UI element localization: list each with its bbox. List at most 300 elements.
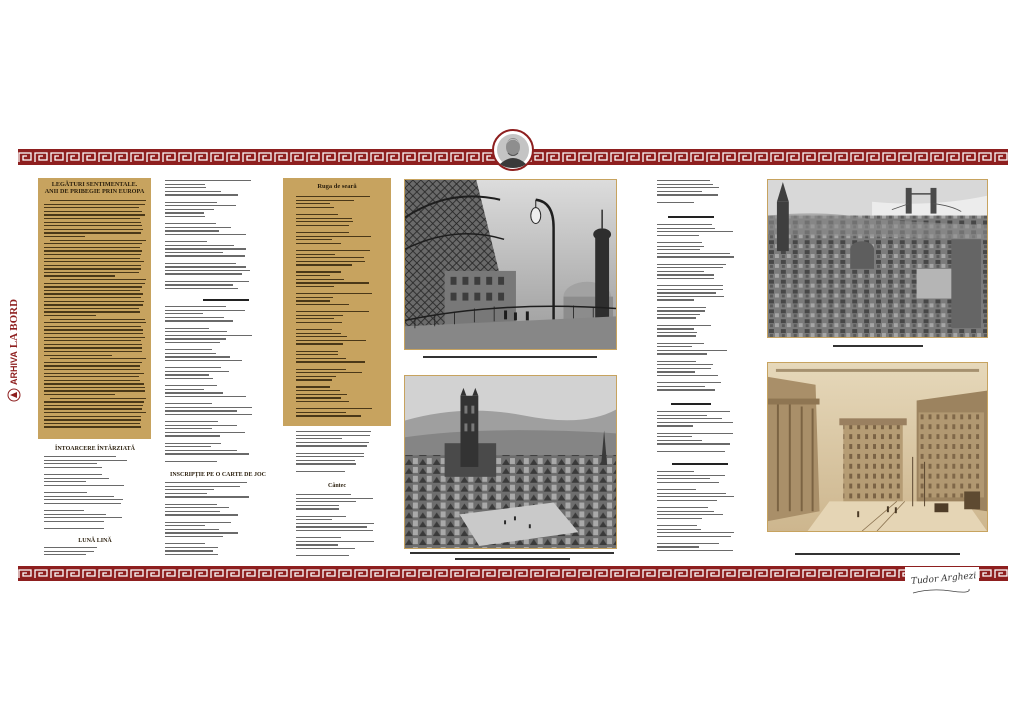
text-line [165, 407, 252, 408]
text-line [165, 443, 221, 444]
text-line [657, 475, 725, 476]
text-line [165, 428, 212, 429]
text-line [165, 547, 218, 548]
text-line [165, 252, 223, 253]
text-line [165, 356, 230, 357]
text-line [296, 282, 369, 283]
text-line [44, 268, 141, 269]
poem-text [165, 306, 265, 466]
text-line [44, 416, 141, 417]
text-line [296, 494, 351, 495]
text-line [296, 243, 341, 244]
text-line [44, 355, 112, 356]
text-line [165, 245, 234, 246]
text-line [165, 202, 217, 203]
text-line [44, 254, 141, 255]
text-line [296, 304, 349, 305]
text-line [165, 496, 249, 497]
text-line [44, 551, 94, 552]
text-line [165, 421, 218, 422]
text-line [296, 460, 355, 461]
text-line [44, 304, 143, 305]
text-line [296, 322, 342, 323]
text-line [44, 387, 145, 388]
text-line [296, 236, 371, 237]
text-line [165, 360, 242, 361]
text-line [657, 289, 723, 290]
text-line [657, 422, 733, 423]
text-line [296, 379, 332, 380]
rome-postcard [767, 362, 988, 532]
text-line [165, 389, 204, 390]
text-line [657, 191, 702, 192]
text-line [165, 317, 224, 318]
text-line [296, 196, 370, 197]
text-line [165, 514, 238, 515]
text-line [165, 489, 214, 490]
text-line [657, 325, 711, 326]
text-line [44, 380, 140, 381]
crest-icon [7, 388, 21, 402]
text-line [296, 203, 330, 204]
text-line [165, 450, 237, 451]
text-line [44, 456, 116, 457]
text-line [44, 293, 143, 294]
text-line [44, 547, 97, 548]
text-line [657, 514, 723, 515]
text-line [296, 264, 352, 265]
intro-text [44, 200, 146, 433]
text-line [296, 541, 374, 542]
text-line [657, 525, 697, 526]
text-line [44, 218, 140, 219]
text-line [657, 249, 700, 250]
text-line [657, 511, 714, 512]
text-line [44, 322, 146, 323]
text-line [657, 411, 730, 412]
text-line [44, 225, 142, 226]
text-line [296, 336, 347, 337]
text-line [165, 338, 226, 339]
text-line [296, 438, 342, 439]
text-line [657, 267, 723, 268]
text-line [296, 261, 365, 262]
text-line [44, 373, 144, 374]
text-line [657, 202, 694, 203]
magazine-logo [3, 288, 25, 402]
text-line [165, 493, 207, 494]
text-line [165, 349, 212, 350]
text-line [657, 292, 716, 293]
london-photo [767, 179, 988, 338]
text-line [44, 247, 140, 248]
text-line [44, 265, 141, 266]
text-line [44, 390, 145, 391]
text-line [44, 362, 142, 363]
text-line [165, 306, 226, 307]
text-line [296, 498, 373, 499]
text-line [165, 310, 245, 311]
text-line [296, 548, 355, 549]
text-line [165, 205, 236, 206]
text-line [296, 530, 373, 531]
text-line [165, 425, 237, 426]
text-line [165, 320, 233, 321]
text-line [44, 204, 145, 205]
text-line [296, 397, 341, 398]
text-line [657, 242, 702, 243]
text-line [657, 328, 694, 329]
text-line [44, 329, 143, 330]
text-line [44, 514, 106, 515]
text-line [657, 332, 697, 333]
poem-text [657, 224, 747, 396]
text-line [165, 410, 237, 411]
text-line [296, 293, 372, 294]
text-line [44, 408, 142, 409]
text-line [44, 222, 141, 223]
poem-text [657, 471, 747, 557]
text-line [296, 343, 343, 344]
text-line [50, 358, 146, 359]
text-line [657, 371, 695, 372]
text-line [296, 501, 356, 502]
text-line [165, 378, 213, 379]
text-line [44, 496, 114, 497]
text-line [657, 307, 706, 308]
text-line [296, 369, 346, 370]
text-line [50, 240, 146, 241]
text-line [44, 419, 141, 420]
text-line [44, 517, 122, 518]
text-line [296, 354, 338, 355]
text-line [165, 392, 223, 393]
text-line [296, 408, 372, 409]
text-line [44, 311, 140, 312]
text-line [296, 401, 349, 402]
text-line [165, 331, 227, 332]
text-line [296, 297, 333, 298]
text-line [165, 313, 203, 314]
text-line [165, 328, 209, 329]
text-line [296, 516, 346, 517]
text-line [165, 550, 213, 551]
poem-heading [671, 403, 711, 405]
text-line [44, 426, 141, 427]
text-line [296, 275, 330, 276]
text-line [296, 555, 349, 556]
text-line [296, 214, 338, 215]
text-line [296, 351, 338, 352]
text-line [296, 361, 365, 362]
text-line [165, 371, 229, 372]
text-line [44, 481, 86, 482]
text-line [165, 266, 246, 267]
text-line [657, 246, 704, 247]
text-line [296, 333, 341, 334]
text-line [165, 403, 212, 404]
text-line [165, 288, 238, 289]
text-line [657, 440, 702, 441]
text-line [657, 228, 715, 229]
text-line [296, 456, 364, 457]
text-line [296, 225, 349, 226]
text-line [657, 433, 733, 434]
text-line [657, 529, 701, 530]
text-line [165, 180, 251, 181]
text-line [657, 550, 733, 551]
text-line [296, 415, 361, 416]
text-line [165, 184, 205, 185]
text-line [44, 250, 142, 251]
poem-text [657, 180, 745, 208]
text-line [44, 229, 143, 230]
text-line [50, 200, 146, 201]
text-line [165, 216, 205, 217]
text-line [44, 326, 141, 327]
text-line [165, 446, 211, 447]
text-line [657, 536, 731, 537]
text-line [657, 382, 721, 383]
text-line [657, 532, 734, 533]
text-line [50, 398, 146, 399]
text-line [657, 256, 734, 257]
text-line [296, 471, 345, 472]
text-line [296, 445, 367, 446]
text-line [296, 505, 339, 506]
text-line [44, 503, 121, 504]
intro-heading-line2: ANII DE PRIBEGIE PRIN EUROPA [44, 188, 145, 195]
text-line [657, 350, 727, 351]
logo-word-arhiva: ARHIVA [9, 351, 19, 385]
text-line [165, 396, 246, 397]
text-line [296, 207, 334, 208]
text-line [296, 250, 370, 251]
text-line [657, 489, 696, 490]
text-line [44, 347, 142, 348]
text-line [44, 460, 127, 461]
text-line [165, 187, 206, 188]
text-line [44, 369, 140, 370]
text-line [44, 344, 142, 345]
text-line [165, 543, 205, 544]
poem-heading-intoarcere: ÎNTOARCERE ÎNTÂRZIATĂ [55, 446, 135, 452]
text-line [296, 318, 334, 319]
text-line [165, 234, 246, 235]
text-line [657, 368, 711, 369]
bottom-meander-border [18, 566, 1008, 581]
text-line [296, 537, 341, 538]
text-line [296, 372, 362, 373]
poem-text [296, 196, 384, 421]
text-line [296, 271, 341, 272]
text-line [296, 218, 352, 219]
text-line [44, 521, 104, 522]
text-line [165, 273, 242, 274]
text-line [657, 299, 694, 300]
fribourg-photo-caption [410, 552, 614, 554]
text-line [44, 405, 143, 406]
poem-heading [668, 216, 714, 218]
text-line [657, 278, 714, 279]
text-line [44, 272, 139, 273]
text-line [44, 261, 144, 262]
text-line [44, 383, 144, 384]
text-line [657, 310, 705, 311]
text-line [296, 358, 346, 359]
text-line [44, 283, 145, 284]
text-line [165, 525, 205, 526]
text-line [657, 443, 730, 444]
text-line [165, 385, 217, 386]
text-line [657, 285, 723, 286]
text-line [657, 482, 719, 483]
text-line [296, 412, 346, 413]
poem-text [296, 431, 386, 476]
text-line [657, 507, 708, 508]
text-line [657, 317, 696, 318]
poem-text [165, 180, 265, 292]
text-line [44, 211, 142, 212]
poem-heading [203, 299, 249, 301]
poem-heading-inscriptie: INSCRIPȚIE PE O CARTE DE JOC [170, 472, 266, 478]
text-line [296, 508, 339, 509]
paris-photo [404, 179, 617, 350]
text-line [296, 453, 364, 454]
text-line [657, 274, 714, 275]
text-line [657, 224, 712, 225]
text-line [296, 340, 366, 341]
text-line [657, 296, 724, 297]
text-line [165, 255, 245, 256]
text-line [657, 364, 713, 365]
text-line [296, 431, 371, 432]
poem-text [44, 547, 144, 561]
text-line [44, 290, 140, 291]
text-line [296, 300, 330, 301]
text-line [657, 180, 710, 181]
text-line [44, 401, 144, 402]
text-line [165, 194, 238, 195]
text-line [44, 510, 84, 511]
text-line [296, 254, 335, 255]
text-line [296, 311, 369, 312]
text-line [165, 486, 240, 487]
text-line [44, 528, 104, 529]
portrait-medallion [491, 128, 535, 172]
intro-heading-line1: LEGĂTURI SENTIMENTALE. [51, 181, 138, 188]
text-line [165, 482, 247, 483]
text-line [657, 415, 707, 416]
text-line [165, 353, 216, 354]
text-line [296, 279, 344, 280]
text-line [657, 543, 719, 544]
text-line [657, 253, 730, 254]
text-line [657, 353, 707, 354]
text-line [296, 239, 332, 240]
poem-heading-luna-lina: LUNĂ LINĂ [78, 538, 112, 544]
text-line [44, 236, 85, 237]
text-line [296, 463, 356, 464]
text-line [657, 389, 715, 390]
text-line [165, 529, 219, 530]
text-line [165, 435, 220, 436]
poem-text [165, 482, 265, 560]
text-line [44, 286, 142, 287]
text-line [44, 243, 142, 244]
text-line [50, 279, 146, 280]
text-line [165, 335, 252, 336]
text-line [296, 544, 338, 545]
text-line [296, 523, 374, 524]
text-line [296, 526, 367, 527]
text-line [657, 518, 702, 519]
rome-postcard-caption [795, 553, 960, 555]
text-line [44, 485, 124, 486]
text-line [165, 263, 236, 264]
text-line [165, 230, 219, 231]
text-line [165, 414, 252, 415]
text-line [296, 435, 370, 436]
text-line [44, 376, 139, 377]
text-line [296, 315, 343, 316]
text-line [657, 335, 696, 336]
text-line [657, 361, 696, 362]
text-line [657, 271, 704, 272]
text-line [44, 232, 141, 233]
text-line [44, 333, 143, 334]
text-line [296, 376, 336, 377]
text-line [657, 184, 713, 185]
text-line [657, 500, 717, 501]
text-line [165, 248, 246, 249]
text-line [44, 478, 109, 479]
logo-word-la-bord: LA BORD [8, 298, 20, 349]
paris-photo-caption [423, 356, 597, 358]
text-line [165, 507, 229, 508]
text-line [657, 418, 722, 419]
text-line [657, 478, 710, 479]
poem-heading [672, 463, 728, 465]
text-line [165, 209, 214, 210]
fribourg-photo-caption [455, 558, 570, 560]
text-line [44, 337, 145, 338]
text-line [165, 554, 218, 555]
text-line [165, 212, 204, 213]
text-line [657, 451, 725, 452]
text-line [296, 519, 332, 520]
text-line [657, 346, 692, 347]
poem-heading-ruga-de-seara: Ruga de seară [317, 183, 357, 190]
fribourg-photo [404, 375, 617, 549]
text-line [165, 281, 249, 282]
text-line [296, 442, 369, 443]
text-line [165, 227, 231, 228]
text-line [44, 315, 96, 316]
text-line [296, 386, 330, 387]
text-line [44, 365, 140, 366]
text-line [44, 499, 123, 500]
text-line [657, 231, 733, 232]
text-line [44, 463, 97, 464]
text-line [657, 194, 718, 195]
text-line [657, 546, 699, 547]
text-line [296, 394, 347, 395]
text-line [44, 412, 146, 413]
text-line [50, 319, 145, 320]
text-line [44, 423, 140, 424]
text-line [165, 270, 250, 271]
